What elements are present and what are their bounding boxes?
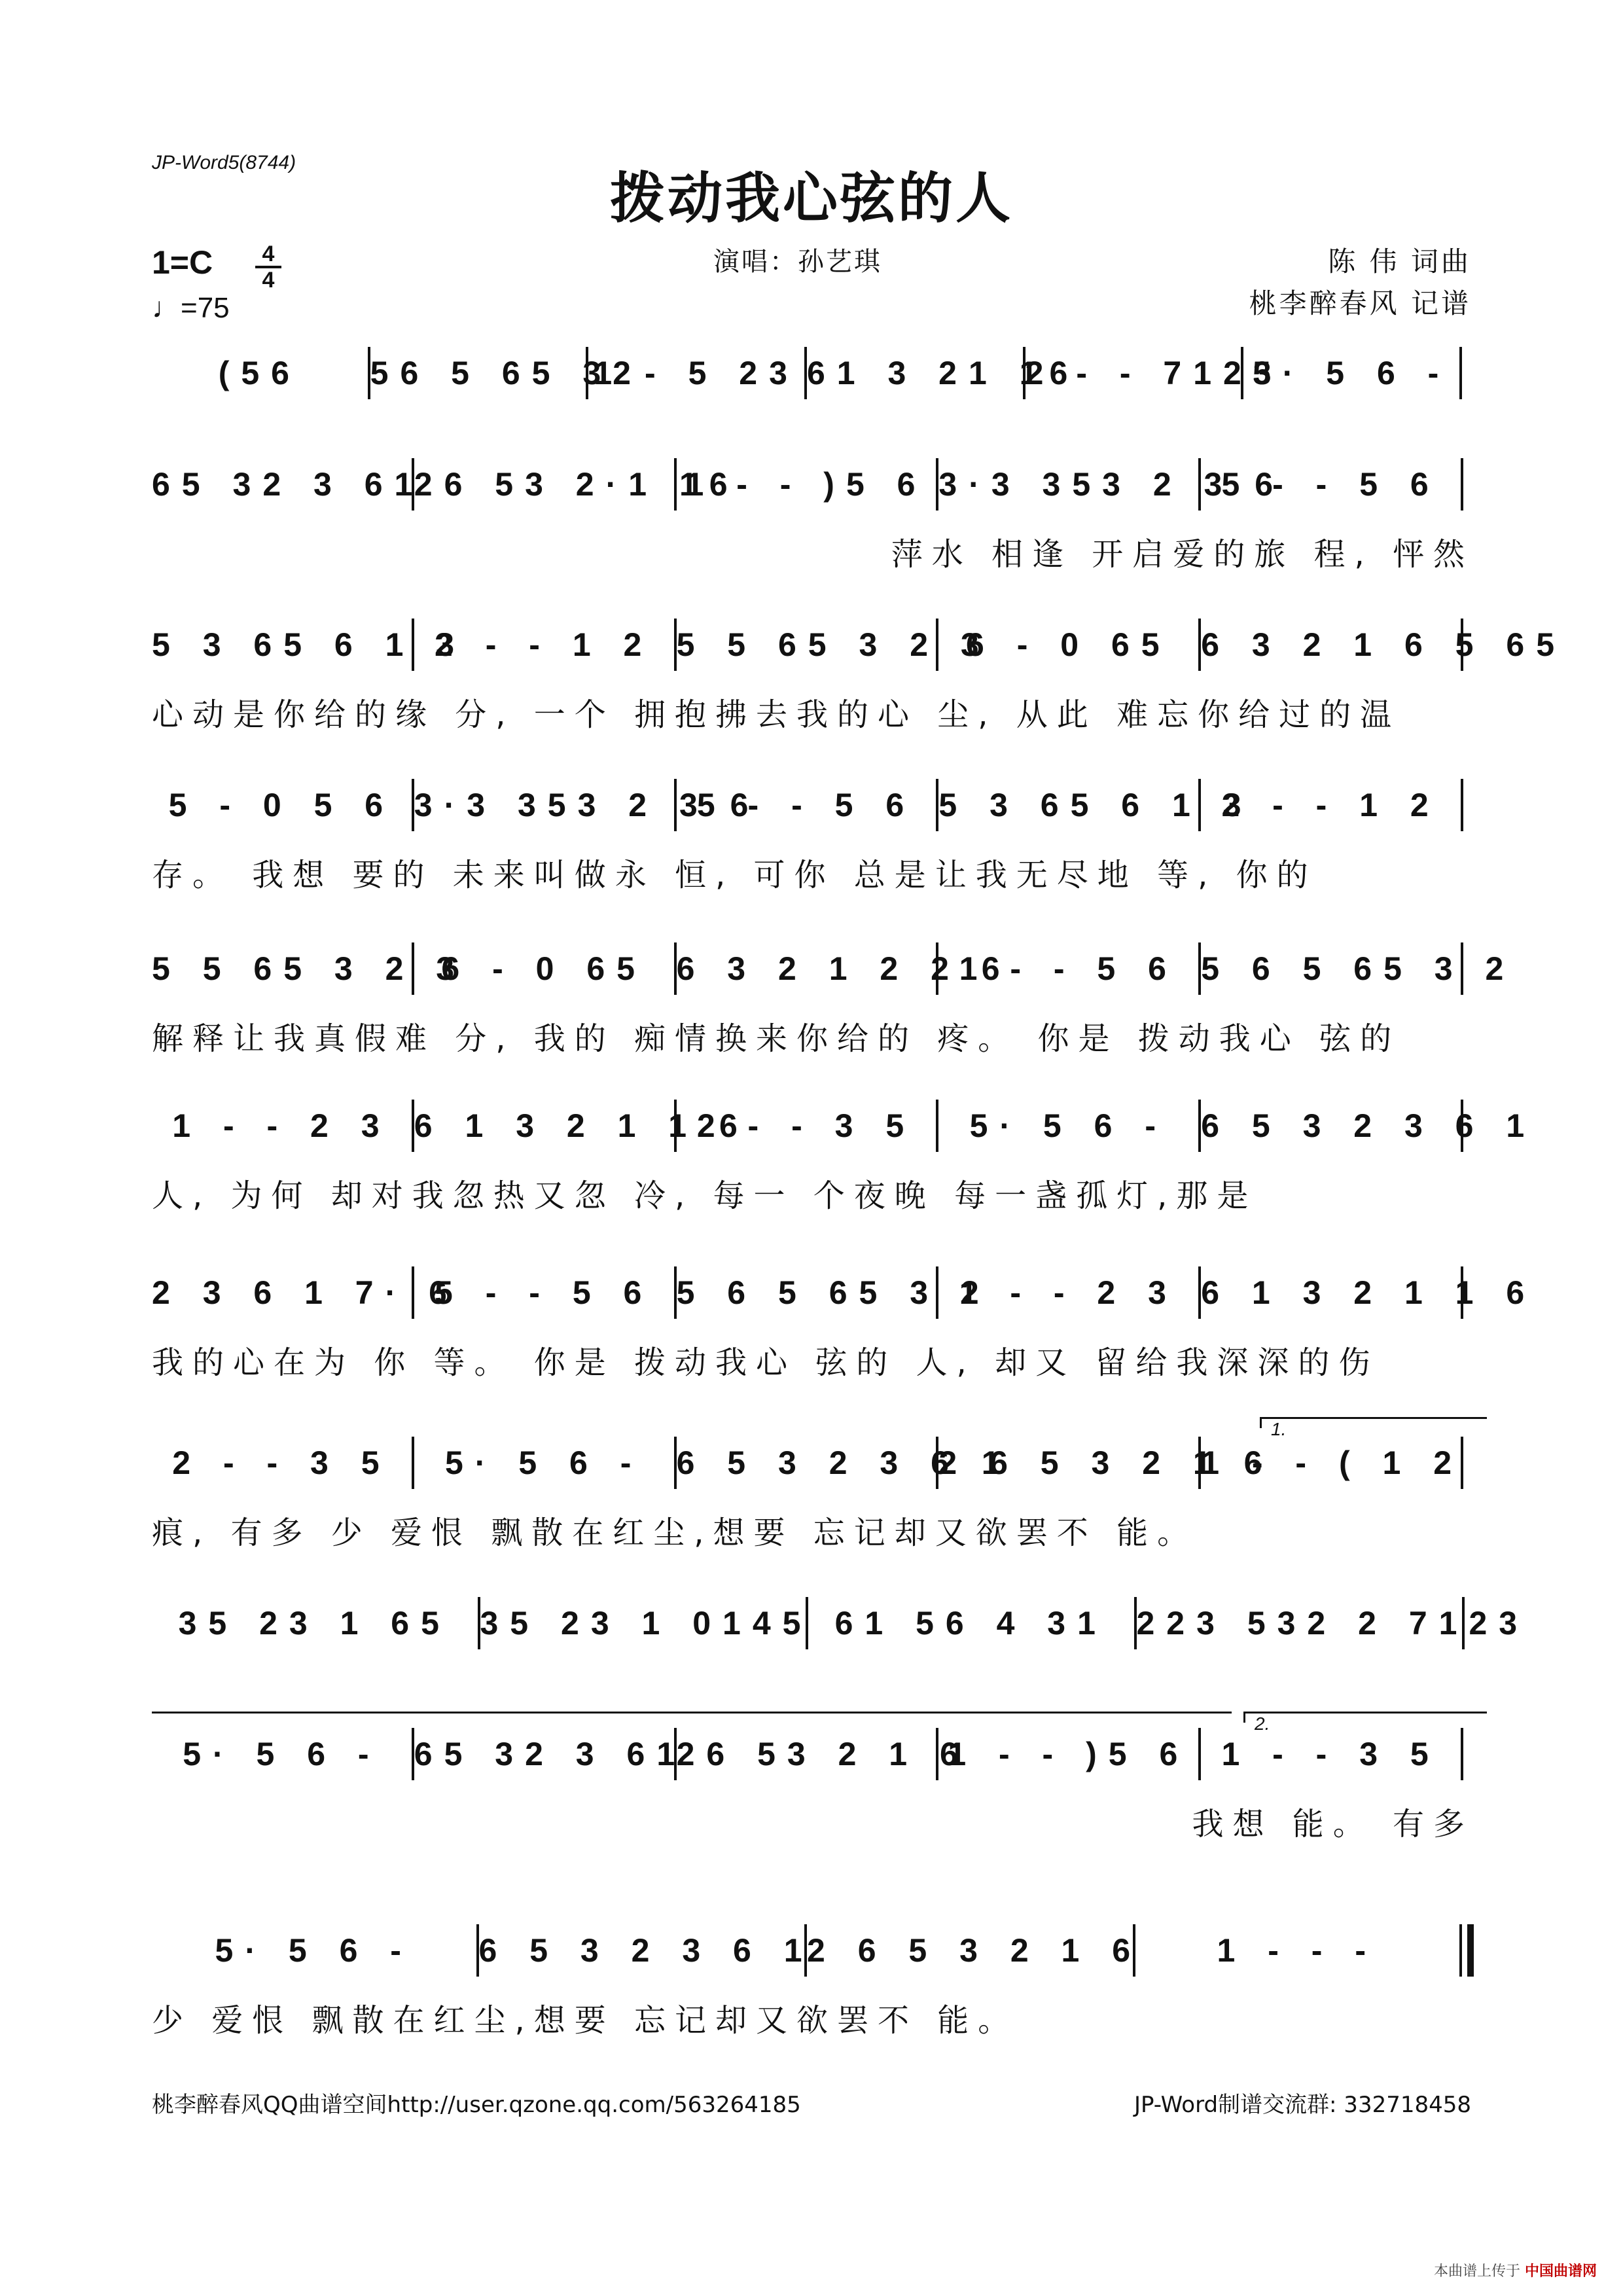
measure [152, 1597, 478, 1649]
measure [1201, 942, 1516, 995]
note-group: 61 3 21 16 [806, 355, 1080, 391]
note-group: 6 3 2 1 2 2 6 [676, 950, 1012, 987]
barline [1461, 942, 1463, 995]
lyrics-line: 解释让我真假难 分, 我的 痴情换来你给的 疼。 你是 拨动我心 弦的 [152, 1020, 1401, 1057]
first-ending-bracket: 1. [1260, 1417, 1487, 1428]
measure [1201, 1266, 1537, 1319]
note-group: 5 6 5 65 3 2 [676, 1274, 991, 1311]
notation-line [152, 347, 1474, 399]
note-group: 3·3 353 2 3 6 [938, 466, 1285, 503]
song-title: 拨动我心弦的人 [609, 166, 1013, 230]
measure [1201, 619, 1566, 671]
measure [676, 1728, 970, 1780]
software-tag: JP-Word5(8744) [152, 152, 296, 173]
barline [1461, 779, 1463, 831]
barline [1461, 1728, 1463, 1780]
note-group: 5 6 5 65 3 2 [1201, 950, 1516, 987]
measure [152, 1924, 476, 1977]
measure [152, 458, 425, 511]
site-watermark [1434, 2260, 1597, 2280]
measure [676, 619, 991, 671]
measure [152, 1266, 459, 1319]
transcriber: 桃李醉春风 记谱 [1249, 287, 1471, 319]
staff-row [152, 458, 1474, 574]
measure [152, 1437, 412, 1489]
credits [1249, 241, 1471, 325]
measure [414, 1728, 687, 1780]
staff-row [152, 347, 1474, 418]
measure [588, 347, 804, 399]
note-group: 26 53 2 1 6 [676, 1736, 970, 1772]
note-group: 2 - - 7123 [1025, 355, 1283, 391]
measure [1136, 1597, 1529, 1649]
staff-row [152, 1728, 1474, 1844]
note-group: 2 6 5 3 2 1 6 [938, 1444, 1274, 1481]
note-group: 3·3 353 2 3 6 [414, 787, 760, 823]
measure [676, 942, 1012, 995]
barline [1461, 1100, 1463, 1152]
singer-credit: 演唱：孙艺琪 [713, 247, 882, 277]
notation-line [152, 1437, 1474, 1489]
lyrics-line: 萍水 相逢 开启爱的旅 程, 怦然 [891, 536, 1474, 573]
time-signature [255, 243, 281, 291]
note-group: (56 [218, 355, 301, 391]
measure [1201, 1100, 1537, 1152]
measure [370, 347, 643, 399]
ending-line [152, 1712, 1232, 1713]
note-group: 2 - - 3 5 [172, 1444, 391, 1481]
lyrics-line: 存。 我想 要的 未来叫做永 恒, 可你 总是让我无尽地 等, 你的 [152, 857, 1317, 893]
key-signature: 1=C [152, 244, 213, 281]
measure [938, 779, 1253, 831]
note-group: 26 53 2·1 16 [414, 466, 740, 503]
measure [1135, 1924, 1460, 1977]
note-group: 2 - - 1 2 [435, 626, 654, 663]
lyricist-composer: 陈 伟 词曲 [1328, 245, 1471, 278]
measure [676, 1266, 991, 1319]
measure [478, 1924, 814, 1977]
site-name: 中国曲谱网 [1524, 2263, 1597, 2280]
notation-line [152, 1266, 1537, 1319]
note-group: 1 - - )5 6 [948, 1736, 1190, 1772]
note-group: 5· 5 6 - [1252, 355, 1451, 391]
notation-line [152, 458, 1474, 511]
measure [938, 458, 1285, 511]
note-group: 1 - - - [1217, 1932, 1378, 1969]
note-group: 5 - - 5 6 [435, 1274, 654, 1311]
note-group: 6 3 2 1 6 5 65 [1201, 626, 1566, 663]
note-group: 5 - - 5 6 [1221, 466, 1440, 503]
barline [1461, 458, 1463, 511]
lyrics-line: 人, 为何 却对我忽热又忽 冷, 每一 个夜晚 每一盏孤灯,那是 [152, 1177, 1258, 1214]
staff-row [152, 1100, 1537, 1215]
note-group: 5 3 65 6 1 3 [152, 626, 467, 663]
measure [414, 1266, 674, 1319]
measure [938, 1437, 1274, 1489]
note-group: 61 56 4 31 [834, 1605, 1107, 1641]
final-barline [1459, 1924, 1474, 1977]
measure [938, 619, 1198, 671]
note-group: 1 - - )5 6 [685, 466, 927, 503]
notation-line [152, 1100, 1537, 1152]
measure [1201, 1437, 1464, 1489]
measure [414, 619, 674, 671]
measure [938, 942, 1198, 995]
notation-line [152, 1728, 1474, 1780]
staff-row [152, 779, 1474, 895]
notation-line [152, 619, 1566, 671]
notation-line [152, 779, 1474, 831]
measure [414, 1100, 749, 1152]
measure [938, 1728, 1198, 1780]
measure [414, 1437, 674, 1489]
measure [806, 347, 1080, 399]
footer-link: 桃李醉春风QQ曲谱空间http://user.qzone.qq.com/563264185 [152, 2092, 801, 2118]
note-group: 1 - - 3 5 [1221, 1736, 1440, 1772]
note-group: 56 5 65 32 [370, 355, 643, 391]
note-group: 5· 5 6 - [215, 1932, 413, 1969]
lyrics-line: 我想 能。 有多 [1192, 1806, 1474, 1842]
lyrics-line: 心动是你给的缘 分, 一个 拥抱拂去我的心 尘, 从此 难忘你给过的温 [152, 696, 1401, 733]
note-group: 35 23 1 0145 [480, 1605, 813, 1641]
staff-row [152, 619, 1566, 734]
time-signature-bottom: 4 [262, 268, 275, 293]
footer-group: JP-Word制谱交流群: 332718458 [1133, 2092, 1471, 2118]
measure [414, 458, 740, 511]
note-group: 1 - - 2 3 [959, 1274, 1178, 1311]
note-group: 2 - - 3 5 [696, 1107, 916, 1144]
measure [808, 1597, 1134, 1649]
note-group: 1 - - ( 1 2 [1201, 1444, 1464, 1481]
note-group: 1 - 5 23 [594, 355, 799, 391]
measure [414, 942, 674, 995]
note-group: 5 3 65 6 1 3 [938, 787, 1253, 823]
note-group: 5 - 0 5 6 [168, 787, 395, 823]
note-group: 6 1 3 2 1 1 6 [1201, 1274, 1537, 1311]
measure [1201, 779, 1461, 831]
measure [938, 1100, 1198, 1152]
measure [152, 347, 368, 399]
measure [152, 942, 467, 995]
barline [1462, 1597, 1465, 1649]
measure [807, 1924, 1143, 1977]
measure [677, 458, 936, 511]
note-group: 5 5 65 3 2 3 [676, 626, 991, 663]
note-group: 1 - - 2 3 [172, 1107, 391, 1144]
measure [414, 779, 760, 831]
staff-row [152, 1266, 1537, 1382]
upload-text: 本曲谱上传于 [1433, 2263, 1520, 2280]
barline [1461, 619, 1463, 671]
note-group: 65 32 3 61 [414, 1736, 687, 1772]
measure [152, 1728, 412, 1780]
note-group: 5· 5 6 - [183, 1736, 381, 1772]
note-group: 223 532 2 7123 [1136, 1605, 1529, 1641]
note-group: 6 5 3 2 3 6 1 [676, 1444, 1012, 1481]
measure [480, 1597, 813, 1649]
note-group: 35 23 1 65 [178, 1605, 451, 1641]
lyrics-line: 少 爱恨 飘散在红尘,想要 忘记却又欲罢不 能。 [152, 2002, 1019, 2039]
note-group: 1 - - 5 6 [959, 950, 1178, 987]
measure [1025, 347, 1283, 399]
note-group: 6 - 0 65 [966, 626, 1171, 663]
measure [677, 779, 936, 831]
note-group: 6 - 0 65 [441, 950, 647, 987]
barline [1459, 347, 1462, 399]
notation-line [152, 1597, 1529, 1649]
note-group: 6 5 3 2 3 6 1 [1201, 1107, 1537, 1144]
barline [1461, 1437, 1463, 1489]
measure [938, 1266, 1198, 1319]
notation-line [152, 1924, 1474, 1977]
note-group: 2 6 5 3 2 1 6 [807, 1932, 1143, 1969]
staff-row [152, 1924, 1474, 2040]
measure [1243, 347, 1459, 399]
staff-row [152, 942, 1516, 1058]
measure [1201, 1728, 1461, 1780]
staff-row [152, 1437, 1474, 1552]
note-group: 5· 5 6 - [444, 1444, 643, 1481]
note-group: 5 - - 5 6 [696, 787, 916, 823]
note-group: 2 - - 1 2 [1221, 787, 1440, 823]
lyrics-line: 痕, 有多 少 爱恨 飘散在红尘,想要 忘记却又欲罢不 能。 [152, 1515, 1198, 1551]
barline [1461, 1266, 1463, 1319]
note-group: 6 1 3 2 1 1 6 [414, 1107, 749, 1144]
lyrics-line: 我的心在为 你 等。 你是 拨动我心 弦的 人, 却又 留给我深深的伤 [152, 1344, 1380, 1381]
measure [152, 619, 467, 671]
note-group: 6 5 3 2 3 6 1 [478, 1932, 814, 1969]
note-group: 2 3 6 1 7· 6 [152, 1274, 459, 1311]
measure [677, 1100, 936, 1152]
second-ending-bracket: 2. [1243, 1712, 1487, 1723]
note-group: 5 5 65 3 2 3 [152, 950, 467, 987]
measure [1201, 458, 1461, 511]
measure [152, 1100, 412, 1152]
notation-line [152, 942, 1516, 995]
time-signature-top: 4 [262, 242, 275, 266]
staff-row [152, 1597, 1529, 1668]
measure [676, 1437, 1012, 1489]
note-group: 65 32 3 61 [152, 466, 425, 503]
note-group: 5· 5 6 - [969, 1107, 1168, 1144]
measure [152, 779, 412, 831]
tempo-marking: ♩=75 [152, 292, 230, 324]
